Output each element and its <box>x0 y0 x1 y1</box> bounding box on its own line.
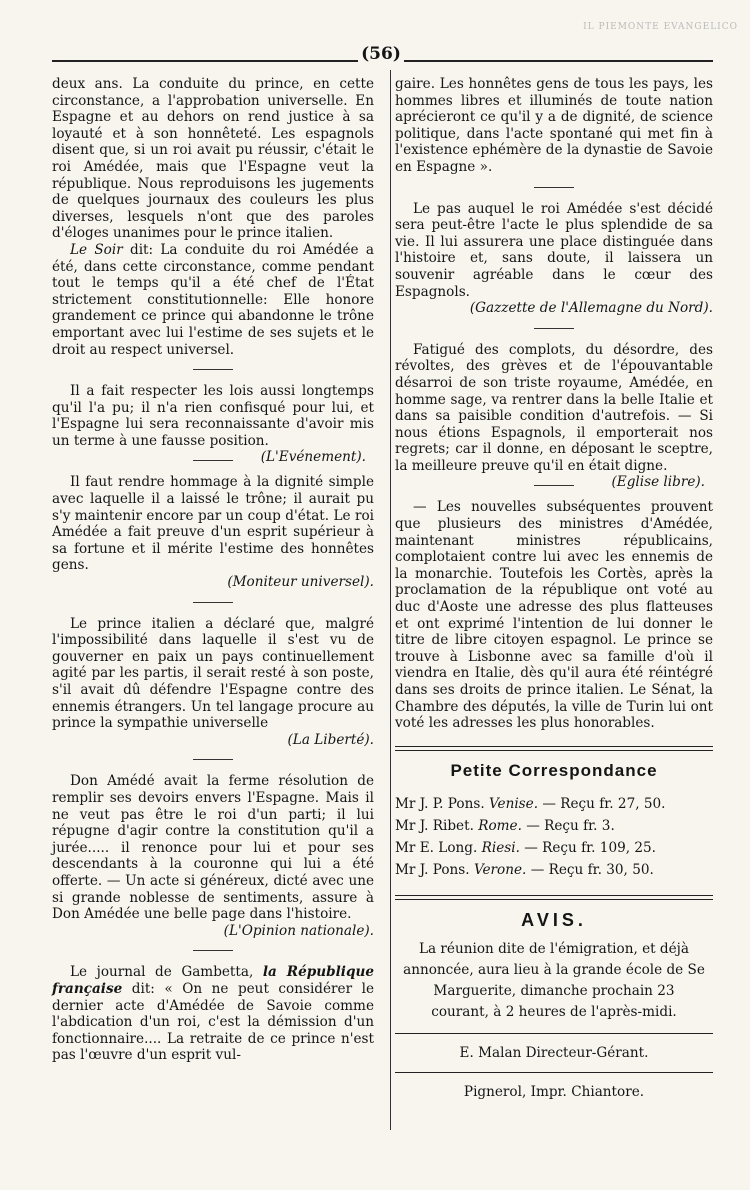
article-paragraph: — Les nouvelles subséquentes prouvent que plusieurs des ministres d'Amédée, maintenant ministres républicains, complotaient contre lui avec les ennemis de la monarchie. Toutefois les Cortès, après la proclamation de la république ont voté au duc d'Aoste une adresse des plus flatteuses et ont exprimé l'intention de lui donner le titre de libre citoyen espagnol. Le prince se trouve à Lisbonne avec sa famille d'où il viendra en Italie, dès qu'il aura été réintégré dans ses droits de prince italien. Le Sénat, la Chambre des députés, la ville de Turin lui ont voté les adresses les plus honorables. <box>395 499 713 732</box>
article-paragraph: Don Amédé avait la ferme résolution de remplir ses devoirs envers l'Espagne. Mais il ne veut pas être le roi d'un parti; il lui répugne d'agir contre la constitution qu'il a jurée..... il renonce pour lui et pour ses descendants à la couronne qui lui a été offerte. — Un acte si généreux, dicté avec une si grande noblesse de sentiments, assure à Don Amédée une belle page dans l'histoire. <box>52 773 374 923</box>
article-paragraph: Le pas auquel le roi Amédée s'est décidé sera peut-être l'acte le plus splendide de sa vie. Il lui assurera une place distinguée dans l'histoire et, sans doute, il laissera un souvenir agréable dans le cœur des Espagnols. <box>395 200 713 300</box>
article-separator <box>534 187 574 188</box>
left-column <box>52 76 374 1064</box>
correspondent-place: Verone. <box>473 861 527 878</box>
footer-divider <box>395 1072 713 1073</box>
correspondent-place: Rome. <box>478 817 522 834</box>
article-text: Il a fait respecter les lois aussi longtemps qu'il l'a pu; il n'a rien confisqué pour lui, et l'Espagne lui sera reconnaissante d'avoir mis un terme à une fausse position. <box>52 383 374 449</box>
article-paragraph <box>52 242 374 358</box>
article-source: (L'Opinion nationale). <box>223 922 374 939</box>
article-source: (Moniteur universel). <box>227 574 374 591</box>
header-corner-text: IL PIEMONTE EVANGELICO <box>583 22 738 32</box>
article-separator <box>193 369 233 370</box>
correspondance-row <box>395 859 713 881</box>
received-amount: — Reçu fr. 27, 50. <box>542 795 666 812</box>
article-paragraph: Il faut rendre hommage à la dignité simple avec laquelle il a laissé le trône; il aurait pu s'y maintenir encore par un coup d'état. Le roi Amédée a fait preuve d'un esprit supérieur à sa fortune et il mérite l'estime des honnêtes gens. <box>52 474 374 574</box>
article-paragraph: Le prince italien a déclaré que, malgré l'impossibilité dans laquelle il s'est vu de gouverner en paix un pays continuellement agité par les partis, il serait resté à son poste, s'il avait dû défendre l'Espagne contre des ennemis étrangers. Un tel langage procure au prince la sympathie universelle <box>52 615 374 732</box>
article-separator <box>193 602 233 603</box>
article-text: Le journal de Gambetta, <box>70 964 263 981</box>
article-separator <box>193 460 233 461</box>
article-source: (La Liberté). <box>287 731 374 748</box>
article-paragraph <box>52 383 374 466</box>
correspondance-row <box>395 793 713 815</box>
correspondent-name: Mr E. Long. <box>395 839 478 856</box>
avis-text: La réunion dite de l'émigration, et déjà annoncée, aura lieu à la grande école de Se Marguerite, dimanche prochain 23 courant, à 2 heures de l'après-midi. <box>403 940 705 1020</box>
header-rule-right <box>404 60 713 62</box>
article-separator <box>193 950 233 951</box>
correspondance-row <box>395 837 713 859</box>
article-separator <box>534 485 574 486</box>
received-amount: — Reçu fr. 30, 50. <box>530 861 654 878</box>
correspondance-list <box>395 793 713 881</box>
article-separator <box>534 328 574 329</box>
column-divider <box>390 70 391 1130</box>
article-source: (L'Evénement). <box>260 449 366 466</box>
newspaper-name: la République française <box>52 964 374 997</box>
page-number: (56) <box>361 44 401 64</box>
article-paragraph <box>52 964 374 1064</box>
correspondent-name: Mr J. Ribet. <box>395 817 474 834</box>
article-text: dit: « On ne peut considérer le dernier acte d'Amédée de Savoie comme l'abdication d'un roi, c'est la démission d'un fonctionnaire.... La retraite de ce prince n'est pas l'œuvre d'un esprit vul- <box>52 980 374 1064</box>
article-separator <box>193 759 233 760</box>
correspondent-name: Mr J. Pons. <box>395 861 470 878</box>
section-divider <box>395 895 713 900</box>
article-text: dit: La conduite du roi Amédée a été, dans cette circonstance, comme pendant tout le temps qu'il a été chef de l'État strictement constitutionnelle: Elle honore grandement ce prince qui abandonne le trône emportant avec lui l'estime de ses sujets et le droit au respect universel. <box>52 241 374 358</box>
correspondent-place: Venise. <box>488 795 539 812</box>
printer-line: Pignerol, Impr. Chiantore. <box>463 1083 645 1100</box>
header-rule-left <box>52 60 358 62</box>
article-source: (Gazzette de l'Allemagne du Nord). <box>469 300 713 317</box>
correspondent-place: Riesi. <box>481 839 520 856</box>
correspondent-name: Mr J. P. Pons. <box>395 795 485 812</box>
received-amount: — Reçu fr. 3. <box>526 817 615 834</box>
correspondance-title: Petite Correspondance <box>450 760 658 780</box>
article-paragraph: gaire. Les honnêtes gens de tous les pays, les hommes libres et illuminés de toute nation aprécieront ce qu'il y a de dignité, de science politique, dans l'acte spontané qui met fin à l'existence ephémère de la dynastie de Savoie en Espagne ». <box>395 76 713 175</box>
section-divider <box>395 746 713 751</box>
received-amount: — Reçu fr. 109, 25. <box>524 839 657 856</box>
footer-divider <box>395 1033 713 1034</box>
article-paragraph <box>395 341 713 491</box>
article-text: Fatigué des complots, du désordre, des révoltes, des grèves et de l'épouvantable désarroi de son triste royaume, Amédée, en homme sage, va rentrer dans la belle Italie et dans sa paisible condition d'autrefois. — Si nous étions Espagnols, il emporterait nos regrets; car il donne, en déposant le sceptre, la meilleure preuve qu'il en était digne. <box>395 341 713 474</box>
director-line: E. Malan Directeur-Gérant. <box>459 1044 649 1061</box>
article-source: (Eglise libre). <box>611 474 705 491</box>
article-paragraph: deux ans. La conduite du prince, en cette circonstance, a l'approbation universelle. En Espagne et au dehors on rend justice à sa loyauté et à son honnêteté. Les espagnols disent que, si un roi avait pu réussir, c'était le roi Amédée, mais que l'Espagne veut la république. Nous reproduisons les jugements de quelques journaux des couleurs les plus diverses, lesquels n'ont que des paroles d'éloges unanimes pour le prince italien. <box>52 76 374 242</box>
correspondance-row <box>395 815 713 837</box>
right-column <box>395 76 713 1105</box>
right-column-articles <box>395 76 713 732</box>
avis-title: AVIS. <box>521 909 587 930</box>
newspaper-name: Le Soir <box>70 241 123 258</box>
